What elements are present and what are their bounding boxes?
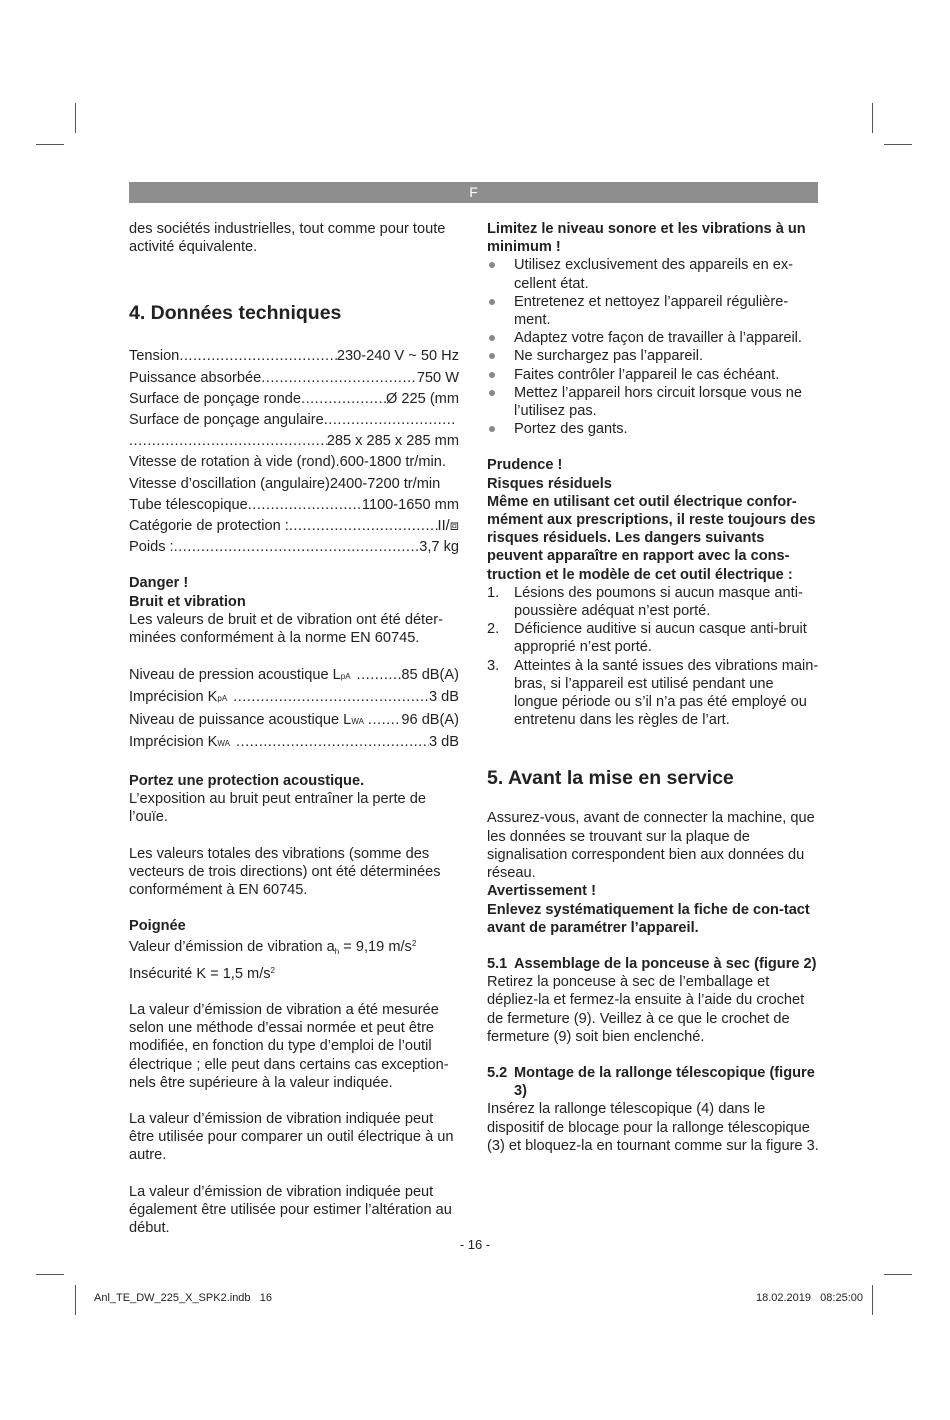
noise-vibration-text: Les valeurs de bruit et de vibration ont été déter-minées conformément à la norme EN 60745. (129, 611, 443, 647)
spec-row: Catégorie de protection : ..... II/⧈ (129, 516, 459, 537)
language-band: F (129, 182, 818, 203)
list-item: 3. Atteintes à la santé issues des vibrations main-bras, si l’appareil est utilisé pendant une longue période ou s’il n’a pas été employé ou entretenu dans les règles de l’art. (487, 657, 819, 729)
vibration-emission-value: Valeur d’émission de vibration $a_h = 9,19$ $m/s^2$ (129, 939, 417, 957)
noise-vibration-title: Bruit et vibration (129, 593, 246, 610)
page-number: - 16 - (459, 1237, 491, 1252)
section-5-title: 5. Avant la mise en service (487, 767, 734, 790)
caution-title: Prudence ! (487, 457, 563, 474)
list-item: Portez des gants. (487, 420, 819, 438)
noise-row: Imprécision K WA ..... 3 dB (129, 732, 459, 754)
spec-list (129, 346, 459, 558)
spec-row: Poids : ..... 3,7 kg (129, 537, 459, 558)
list-item: 2. Déficience auditive si aucun casque anti-bruit approprié n’est porté. (487, 621, 807, 656)
vibration-total-text: Les valeurs totales des vibrations (somme des vecteurs de trois directions) ont été déterminées conformément à EN 60745. (129, 845, 441, 899)
subsection-5-2-text: Insérez la rallonge télescopique (4) dans le dispositif de blocage pour la rallonge télescopique (3) et bloquez-la en tournant comme sur la figure 3. (487, 1101, 819, 1154)
spec-row: Tension ..... 230-240 V ~ 50 Hz (129, 346, 459, 367)
limit-title: Limitez le niveau sonore et les vibrations à un minimum ! (487, 221, 806, 256)
crop-mark (75, 1285, 76, 1315)
crop-mark (75, 103, 76, 133)
noise-list (129, 665, 459, 754)
intro-text: des sociétés industrielles, tout comme pour toute activité équivalente. (129, 221, 446, 256)
danger-title: Danger ! (129, 575, 189, 592)
section-5-text: Assurez-vous, avant de connecter la machine, que les données se trouvant sur la plaque de signalisation correspondent bien aux données du réseau. (487, 810, 815, 882)
left-column (129, 220, 459, 1237)
list-item: Ne surchargez pas l’appareil. (487, 347, 819, 365)
risk-list (487, 584, 819, 730)
subsection-5-1-text: Retirez la ponceuse à sec de l’emballage et dépliez-la et fermez-la ensuite à l’aide du crochet de fermeture (9). Veillez à ce que le crochet de fermeture (9) soit bien enclenché. (487, 974, 805, 1045)
crop-mark (872, 1285, 873, 1315)
crop-mark (884, 144, 912, 145)
file-name: Anl_TE_DW_225_X_SPK2.indb 16 (94, 1292, 272, 1304)
list-item: Mettez l’appareil hors circuit lorsque vous ne l’utilisez pas. (487, 384, 819, 420)
uncertainty-value: Insécurité K = 1,5 $m/s^2$ (129, 965, 275, 982)
residual-risks-text: Même en utilisant cet outil électrique confor-mément aux prescriptions, il reste toujours des risques résiduels. Les dangers suivants peuvent apparaître en rapport avec la cons-truction et le modèle de cet outil électrique : (487, 493, 816, 583)
measured-paragraph: La valeur d’émission de vibration a été mesurée selon une méthode d’essai normée et peut être modifiée, en fonction du type d’emploi de l’outil électrique ; elle peut dans certains cas exception-nels être supérieure à la valeur indiquée. (129, 1001, 449, 1091)
crop-mark (36, 144, 64, 145)
print-timestamp: 18.02.2019 08:25:00 (755, 1292, 863, 1304)
protection-title: Portez une protection acoustique. (129, 773, 365, 790)
compare-paragraph: La valeur d’émission de vibration indiquée peut être utilisée pour comparer un outil électrique à un autre. (129, 1110, 454, 1164)
crop-mark (36, 1274, 64, 1275)
warning-title: Avertissement ! (487, 883, 596, 900)
list-item: Adaptez votre façon de travailler à l’appareil. (487, 329, 819, 347)
protection-text: L’exposition au bruit peut entraîner la perte de l’ouïe. (129, 791, 426, 826)
estimate-paragraph: La valeur d’émission de vibration indiquée peut également être utilisée pour estimer l’altération au début. (129, 1183, 452, 1236)
spec-row: Vitesse de rotation à vide (rond) .600-1800 tr/min. (129, 454, 446, 471)
noise-row: Niveau de puissance acoustique L WA ..... 96 dB(A) (129, 710, 459, 732)
noise-row: Imprécision K pA ..... 3 dB (129, 687, 459, 709)
list-item: Utilisez exclusivement des appareils en ex-cellent état. (487, 256, 819, 292)
residual-risks-title: Risques résiduels (487, 475, 612, 492)
noise-row: Niveau de pression acoustique L pA ..... 85 dB(A) (129, 665, 459, 687)
right-column (487, 220, 819, 1155)
recommendation-list (487, 256, 819, 438)
section-4-title: 4. Données techniques (129, 302, 342, 325)
handle-title: Poignée (129, 918, 186, 935)
list-item: Entretenez et nettoyez l’appareil régulière-ment. (487, 293, 819, 329)
spec-row: Vitesse d’oscillation (angulaire) 2400-7200 tr/min (129, 475, 441, 492)
subsection-5-1-title: 5.1 Assemblage de la ponceuse à sec (figure 2) (487, 955, 817, 972)
spec-row: Surface de ponçage angulaire ..... (129, 410, 455, 431)
warning-text: Enlevez systématiquement la fiche de con-tact avant de paramétrer l’appareil. (487, 901, 810, 936)
spec-row: ..... 285 x 285 x 285 mm (129, 431, 459, 452)
list-item: 1. Lésions des poumons si aucun masque anti-poussière adéquat n’est porté. (487, 584, 803, 620)
spec-row: Surface de ponçage ronde ..... Ø 225 (mm (129, 389, 459, 410)
crop-mark (884, 1274, 912, 1275)
subsection-5-2-title: 5.2 Montage de la rallonge télescopique (figure 3) (487, 1064, 815, 1100)
crop-mark (872, 103, 873, 133)
spec-row: Tube télescopique ..... 1100-1650 mm (129, 495, 459, 516)
list-item: Faites contrôler l’appareil le cas échéant. (487, 366, 819, 384)
spec-row: Puissance absorbée ..... 750 W (129, 368, 459, 389)
